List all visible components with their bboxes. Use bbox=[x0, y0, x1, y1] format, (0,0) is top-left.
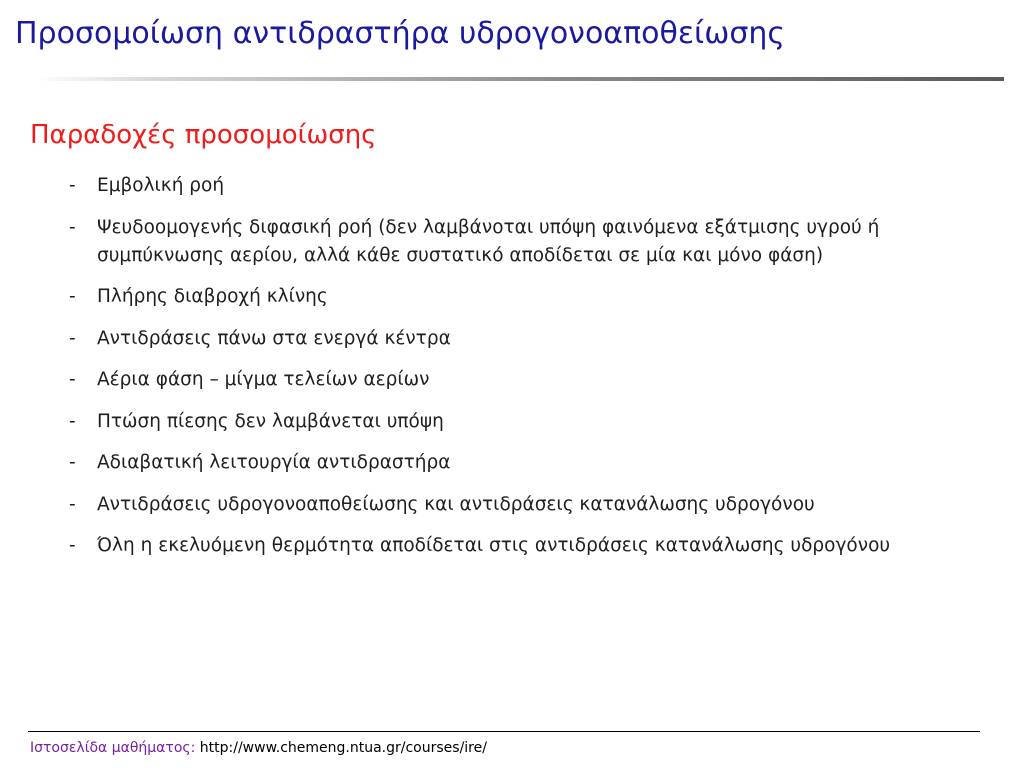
footer-divider bbox=[28, 731, 980, 732]
slide-title: Προσομοίωση αντιδραστήρα υδρογονοαποθείωσης bbox=[15, 16, 785, 51]
bullet-dash: - bbox=[69, 286, 76, 307]
bullet-dash: - bbox=[69, 452, 76, 473]
section-heading: Παραδοχές προσομοίωσης bbox=[30, 120, 377, 150]
assumptions-list bbox=[64, 172, 944, 574]
list-item bbox=[64, 408, 944, 436]
list-item-text: Αέρια φάση – μίγμα τελείων αερίων bbox=[97, 369, 430, 390]
bullet-dash: - bbox=[69, 410, 76, 432]
list-item-text: Αντιδράσεις υδρογονοαποθείωσης και αντιδράσεις κατανάλωσης υδρογόνου bbox=[97, 493, 815, 515]
list-item bbox=[64, 366, 944, 394]
list-item bbox=[64, 172, 944, 200]
bullet-dash: - bbox=[69, 216, 76, 238]
bullet-dash: - bbox=[69, 535, 76, 556]
bullet-dash: - bbox=[69, 493, 76, 515]
list-item bbox=[64, 532, 944, 560]
list-item bbox=[64, 449, 944, 477]
bullet-dash: - bbox=[69, 369, 76, 390]
footer bbox=[30, 739, 487, 757]
list-item bbox=[64, 491, 944, 519]
list-item-text: Όλη η εκελυόμενη θερμότητα αποδίδεται στις αντιδράσεις κατανάλωσης υδρογόνου bbox=[97, 535, 891, 556]
list-item bbox=[64, 214, 944, 270]
list-item bbox=[64, 283, 944, 311]
list-item bbox=[64, 325, 944, 353]
bullet-dash: - bbox=[69, 327, 76, 349]
list-item-text: Πλήρης διαβροχή κλίνης bbox=[97, 286, 328, 307]
title-divider bbox=[35, 77, 1004, 81]
course-url-link[interactable]: http://www.chemeng.ntua.gr/courses/ire/ bbox=[199, 740, 487, 756]
list-item-text: Αντιδράσεις πάνω στα ενεργά κέντρα bbox=[97, 327, 451, 349]
list-item-text: Ψευδοομογενής διφασική ροή (δεν λαμβάνοται υπόψη φαινόμενα εξάτμισης υγρού ή συμπύκνωσης αερίου, αλλά κάθε συστατικό αποδίδεται σε μία και μόνο φάση) bbox=[97, 216, 880, 266]
list-item-text: Αδιαβατική λειτουργία αντιδραστήρα bbox=[97, 452, 451, 473]
bullet-dash: - bbox=[69, 175, 76, 196]
footer-label: Ιστοσελίδα μαθήματος: bbox=[30, 740, 196, 756]
list-item-text: Πτώση πίεσης δεν λαμβάνεται υπόψη bbox=[97, 410, 444, 432]
list-item-text: Εμβολική ροή bbox=[97, 175, 225, 196]
